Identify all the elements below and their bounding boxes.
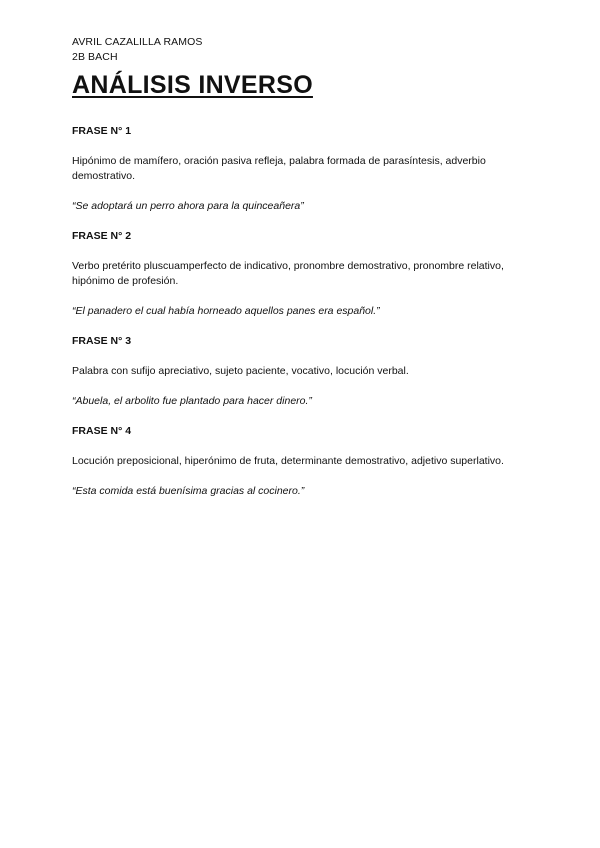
sentence-block-4: [72, 424, 528, 499]
sentence-heading: FRASE N° 3: [72, 335, 132, 347]
sentence-block-3: [72, 334, 528, 409]
sentence-heading: FRASE N° 2: [72, 230, 132, 242]
sentence-description: Palabra con sufijo apreciativo, sujeto paciente, vocativo, locución verbal.: [72, 365, 409, 377]
sentence-block-1: [72, 124, 528, 214]
sentence-example: “Se adoptará un perro ahora para la quinceañera”: [72, 200, 304, 212]
sentence-example: “El panadero el cual había horneado aquellos panes era español.”: [72, 305, 380, 317]
sentence-description: Locución preposicional, hiperónimo de fruta, determinante demostrativo, adjetivo superlativo.: [72, 455, 504, 467]
sentence-description: Hipónimo de mamífero, oración pasiva refleja, palabra formada de parasíntesis, adverbio demostrativo.: [72, 155, 486, 182]
sentence-example: “Abuela, el arbolito fue plantado para hacer dinero.”: [72, 395, 312, 407]
author-name: AVRIL CAZALILLA RAMOS: [72, 36, 203, 48]
page-title: ANÁLISIS INVERSO: [72, 71, 313, 99]
sentence-description: Verbo pretérito pluscuamperfecto de indicativo, pronombre demostrativo, pronombre relativo, hipónimo de profesión.: [72, 260, 504, 287]
sentence-block-2: [72, 229, 528, 319]
sentence-heading: FRASE N° 4: [72, 425, 132, 437]
sentence-heading: FRASE N° 1: [72, 125, 132, 137]
sentence-example: “Esta comida está buenísima gracias al cocinero.”: [72, 485, 305, 497]
course-label: 2B BACH: [72, 51, 118, 63]
